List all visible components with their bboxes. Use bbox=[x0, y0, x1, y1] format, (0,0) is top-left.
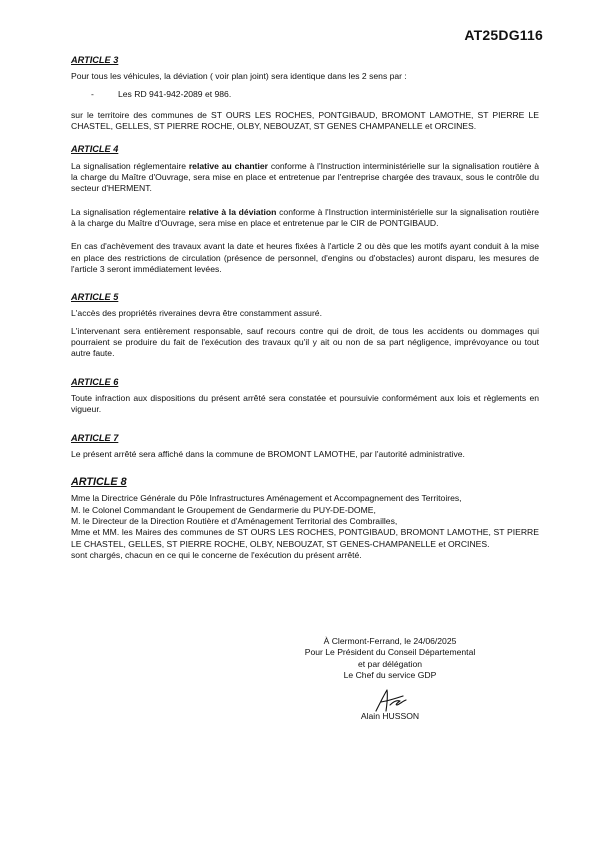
article-8-title: ARTICLE 8 bbox=[71, 476, 127, 489]
handwritten-signature bbox=[370, 689, 410, 713]
place-date: À Clermont-Ferrand, le 24/06/2025 bbox=[323, 636, 457, 646]
article-3-bullet bbox=[91, 89, 539, 100]
signature-block bbox=[300, 636, 480, 722]
article-7 bbox=[71, 433, 539, 461]
text-run: conforme à l'Instruction interministérielle sur la signalisation routière à la charge du Maître d'Ouvrage, sera mise en place et entretenue par le CIR de PONTGIBAUD. bbox=[71, 206, 539, 228]
article-8-line-4: Mme et MM. les Maires des communes de ST OURS LES ROCHES, PONTGIBAUD, BROMONT LAMOTHE, ST PIERRE LE CHASTEL, GELLES, ST PIERRE ROCHE, OLBY, NEBOUZAT, ST GENES-CHAMPANELLE et ORCINES. bbox=[71, 527, 539, 549]
signature-line-1: Pour Le Président du Conseil Départemental bbox=[304, 647, 476, 658]
article-6-title: ARTICLE 6 bbox=[71, 376, 119, 387]
article-4-paragraph-2 bbox=[71, 207, 539, 230]
article-3-title: ARTICLE 3 bbox=[71, 55, 119, 65]
article-5-title: ARTICLE 5 bbox=[71, 292, 119, 303]
article-6-paragraph: Toute infraction aux dispositions du présent arrêté sera constatée et poursuivie conformément aux lois et règlements en vigueur. bbox=[71, 392, 539, 415]
text-run: La signalisation réglementaire bbox=[71, 160, 189, 171]
article-7-title: ARTICLE 7 bbox=[71, 432, 119, 443]
article-3-bullet-text: Les RD 941-942-2089 et 986. bbox=[118, 88, 232, 99]
article-5-paragraph-2: L'intervenant sera entièrement responsable, sauf recours contre qui de droit, de tous les accidents ou dommages qui pourraient se produire du fait de l'exécution des travaux qu'il y ait ou non de sa part négligence, imprévoyance ou tout autre faute. bbox=[71, 325, 539, 359]
article-8-line-5: sont chargés, chacun en ce qui le concerne de l'exécution du présent arrêté. bbox=[71, 549, 362, 560]
bold-text-run: relative à la déviation bbox=[188, 206, 277, 217]
article-3 bbox=[71, 55, 539, 132]
article-3-territory: sur le territoire des communes de ST OURS LES ROCHES, PONTGIBAUD, BROMONT LAMOTHE, ST PIERRE LE CHASTEL, GELLES, ST PIERRE ROCHE, OLBY, NEBOUZAT, ST GENES CHAMPANELLE et ORCINES. bbox=[71, 109, 539, 132]
article-8-line-2: M. le Colonel Commandant le Groupement de Gendarmerie du PUY-DE-DOME, bbox=[71, 504, 376, 515]
article-8-line-1: Mme la Directrice Générale du Pôle Infrastructures Aménagement et Accompagnement des Territoires, bbox=[71, 493, 462, 504]
text-run: La signalisation réglementaire bbox=[71, 206, 189, 217]
article-4-paragraph-1 bbox=[71, 161, 539, 195]
signer-name: Alain HUSSON bbox=[360, 711, 420, 722]
article-4-title: ARTICLE 4 bbox=[71, 144, 119, 155]
article-8-line-3: M. le Directeur de la Direction Routière et d'Aménagement Territorial des Combrailles, bbox=[71, 516, 398, 527]
article-4-paragraph-3: En cas d'achèvement des travaux avant la date et heures fixées à l'article 2 ou dès que les motifs ayant conduit à la mise en place des restrictions de circulation (présence de personnel, d'engins ou d'obstacles) auront disparu, les mesures de l'article 3 seront immédiatement levées. bbox=[71, 241, 539, 274]
signature-line-2: et par délégation bbox=[357, 658, 423, 669]
article-7-paragraph: Le présent arrêté sera affiché dans la commune de BROMONT LAMOTHE, par l'autorité administrative. bbox=[71, 448, 465, 459]
article-5-paragraph-1: L'accès des propriétés riveraines devra être constamment assuré. bbox=[71, 308, 322, 319]
signature-line-3: Le Chef du service GDP bbox=[343, 669, 437, 680]
article-4 bbox=[71, 144, 539, 275]
article-6 bbox=[71, 377, 539, 416]
article-8 bbox=[71, 477, 539, 561]
document-reference: AT25DG116 bbox=[464, 27, 543, 43]
document-body bbox=[71, 55, 539, 561]
bold-text-run: relative au chantier bbox=[188, 160, 269, 171]
article-5 bbox=[71, 292, 539, 359]
article-3-intro: Pour tous les véhicules, la déviation ( voir plan joint) sera identique dans les 2 sens par : bbox=[71, 71, 407, 82]
text-run: conforme à l'Instruction interministérielle sur la signalisation routière à la charge du Maître d'Ouvrage, sera mise en place et entretenue par l'entreprise chargée des travaux, sous le contrôle du secteur d'HERMENT. bbox=[71, 160, 540, 194]
bullet-dash: - bbox=[91, 88, 94, 99]
